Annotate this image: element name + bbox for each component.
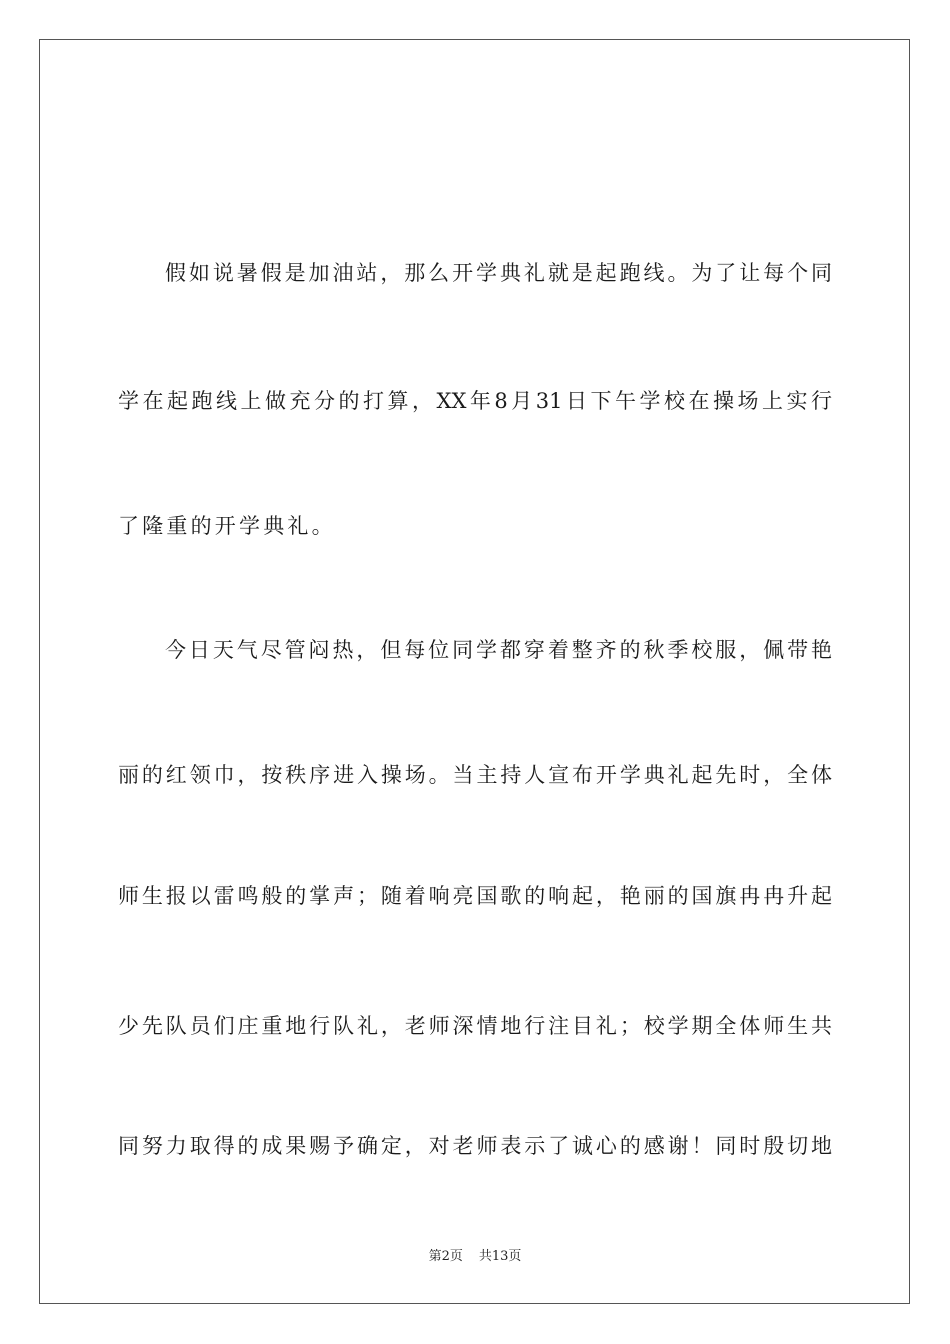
page-total: 共13页 <box>478 1249 522 1264</box>
paragraph-2-line-1: 今日天气尽管闷热，但每位同学都穿着整齐的秋季校服，佩带艳 <box>165 638 832 662</box>
paragraph-1-line-3: 了隆重的开学典礼。 <box>118 514 336 538</box>
paragraph-2-line-5: 同努力取得的成果赐予确定，对老师表示了诚心的感谢！同时殷切地 <box>118 1134 832 1158</box>
paragraph-2-line-3: 师生报以雷鸣般的掌声；随着响亮国歌的响起，艳丽的国旗冉冉升起 <box>118 884 832 908</box>
page-number: 第2页 <box>428 1249 463 1264</box>
paragraph-1-line-2: 学在起跑线上做充分的打算，XX年8月31日下午学校在操场上实行 <box>118 389 832 413</box>
page-border <box>39 39 910 1304</box>
paragraph-2-line-4: 少先队员们庄重地行队礼，老师深情地行注目礼；校学期全体师生共 <box>118 1014 832 1038</box>
page-footer <box>0 1248 950 1266</box>
paragraph-1-line-1: 假如说暑假是加油站，那么开学典礼就是起跑线。为了让每个同 <box>165 261 832 285</box>
paragraph-2-line-2: 丽的红领巾，按秩序进入操场。当主持人宣布开学典礼起先时，全体 <box>118 763 832 787</box>
